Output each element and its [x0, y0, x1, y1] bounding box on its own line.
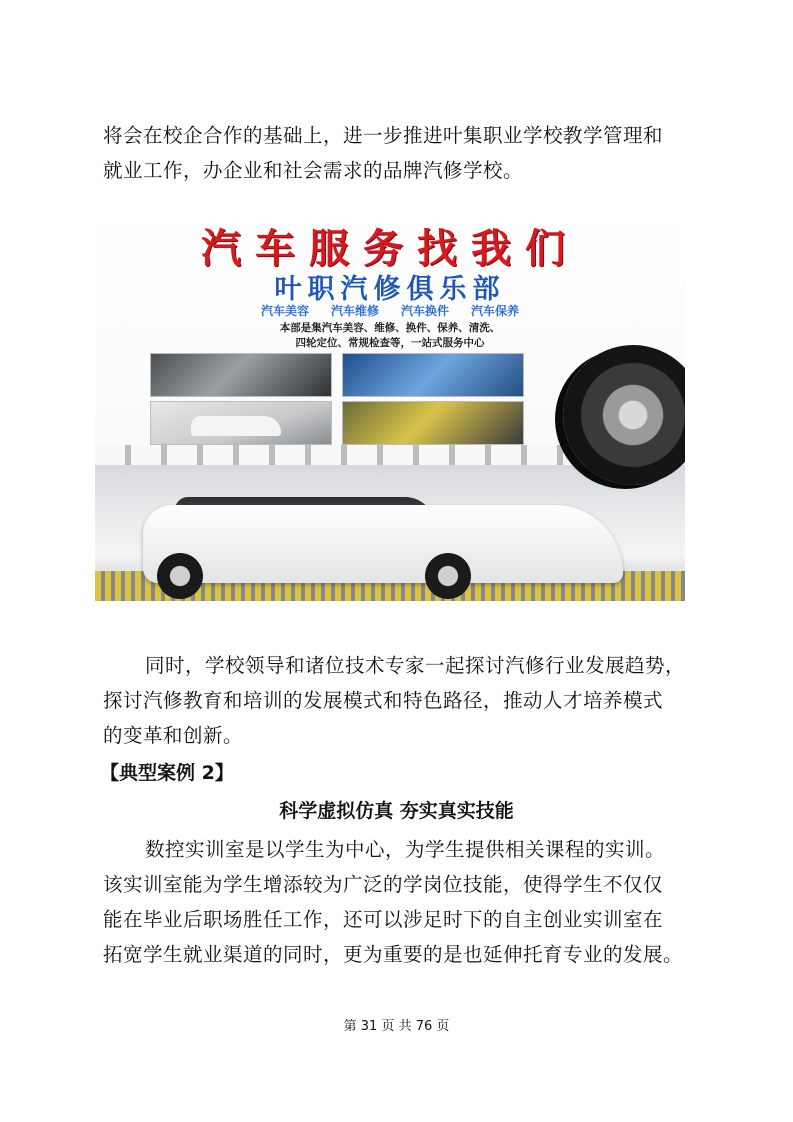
paragraph-1 [103, 118, 703, 188]
wheel-icon [157, 553, 203, 599]
text-line: 数控实训室是以学生为中心，为学生提供相关课程的实训。 [145, 838, 666, 861]
page-footer: 第 31 页 共 76 页 [343, 1019, 450, 1034]
photo-engine-repair [150, 353, 332, 397]
text-line: 同时，学校领导和诸位技术专家一起探讨汽修行业发展趋势， [145, 654, 686, 677]
white-suv [143, 505, 623, 583]
paragraph-2 [103, 648, 703, 753]
text-line: 拓宽学生就业渠道的同时，更为重要的是也延伸托育专业的发展。 [103, 943, 684, 966]
poster-title: 汽车服务找我们 [201, 226, 579, 272]
text-line: 探讨汽修教育和培训的发展模式和特色路径，推动人才培养模式 [103, 689, 664, 712]
text-line: 就业工作，办企业和社会需求的品牌汽修学校。 [103, 159, 524, 182]
photo-white-car [150, 401, 332, 445]
service-label: 汽车换件 [401, 304, 450, 318]
poster-club-name: 叶职汽修俱乐部 [274, 274, 506, 305]
photo-car-wash [342, 353, 524, 397]
wheel-icon [425, 553, 471, 599]
case-title: 科学虚拟仿真 夯实真实技能 [279, 800, 514, 822]
text-line: 该实训室能为学生增添较为广泛的学岗位技能，使得学生不仅仅 [103, 873, 664, 896]
desc-line: 本部是集汽车美容、维修、换件、保养、清洗、 [279, 322, 501, 334]
service-label: 汽车维修 [330, 304, 379, 318]
paragraph-3 [103, 832, 703, 972]
poster-description [195, 321, 585, 351]
poster-image [95, 205, 685, 601]
text-line: 的变革和创新。 [103, 724, 244, 747]
service-label: 汽车保养 [471, 304, 520, 318]
photo-mechanic [342, 401, 524, 445]
text-line: 能在毕业后职场胜任工作，还可以涉足时下的自主创业实训室在 [103, 908, 664, 931]
text-line: 将会在校企合作的基础上，进一步推进叶集职业学校教学管理和 [103, 124, 664, 147]
service-label: 汽车美容 [260, 304, 309, 318]
case-heading: 【典型案例 2】 [100, 762, 234, 784]
poster-services [95, 302, 685, 319]
desc-line: 四轮定位、常规检查等，一站式服务中心 [295, 337, 485, 349]
car-icon [191, 416, 281, 436]
